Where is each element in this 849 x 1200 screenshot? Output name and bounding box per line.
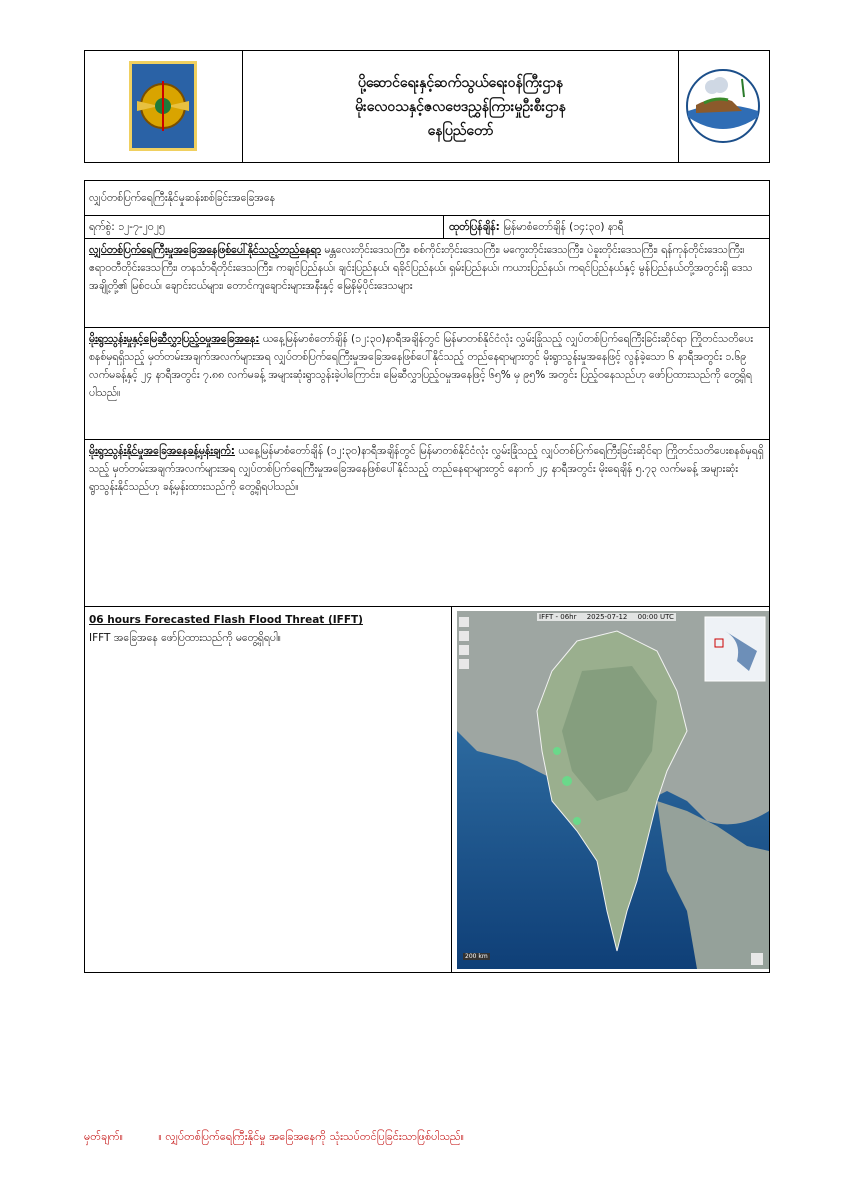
- rain-forecast-row: [85, 440, 769, 607]
- issue-time-value: မြန်မာစံတော်ချိန် (၁၄:၃၀) နာရီ: [503, 221, 624, 233]
- city-name: နေပြည်တော်: [427, 122, 494, 139]
- ifft-map[interactable]: [457, 611, 769, 969]
- hydromet-logo-icon: [684, 67, 762, 145]
- footer-note-text: ။ လျှပ်တစ်ပြက်ရေကြီးနိုင်မှု အခြေအနေကို သုံးသပ်တင်ပြခြင်းသာဖြစ်ပါသည်။: [158, 1130, 464, 1143]
- letterhead: [84, 50, 770, 163]
- ministry-emblem-icon: [129, 61, 197, 151]
- rainfall-soil-row: [85, 328, 769, 440]
- map-date: 2025-07-12: [586, 613, 628, 621]
- affected-areas-row: [85, 239, 769, 328]
- rain-forecast-heading: မိုးရွာသွန်းနိုင်မှုအခြေအနေခန့်မှန်းချက်:: [89, 445, 235, 457]
- map-scale: 200 km: [465, 953, 488, 960]
- map-caption: [537, 613, 676, 621]
- left-logo-cell: [85, 51, 243, 162]
- report-table: [84, 180, 770, 973]
- affected-areas-heading: လျှပ်တစ်ပြက်ရေကြီးမှုအခြေအနေဖြစ်ပေါ်နိုင်သည့်တည်နေရာ: [89, 244, 321, 256]
- date-label: ရက်စွဲ:: [89, 221, 115, 233]
- right-logo-cell: [678, 51, 769, 162]
- date-row: [85, 216, 769, 239]
- report-title-row: [85, 181, 769, 216]
- footer-note-label: မှတ်ချက်။: [84, 1130, 124, 1143]
- ifft-cell: [89, 611, 445, 647]
- myanmar-map-image: [457, 611, 769, 969]
- report-title: လျှပ်တစ်ပြက်ရေကြီးနိုင်မှုဆန်းစစ်ခြင်းအခြေအနေ: [89, 192, 275, 204]
- ministry-name: ပို့ဆောင်ရေးနှင့်ဆက်သွယ်ရေးဝန်ကြီးဌာန: [357, 74, 564, 91]
- rainfall-soil-heading: မိုးရွာသွန်းမှုနှင့်မြေဆီလွှာပြည့်ဝမှုအခြေအနေ:: [89, 333, 260, 345]
- rainfall-soil-text: ယနေ့မြန်မာစံတော်ချိန် (၁၂:၃၀)နာရီအချိန်တွင် မြန်မာတစ်နိုင်ငံလုံး လွှမ်းခြုံသည့် လျှပ်တစ်ပြက်ရေကြီးခြင်းဆိုင်ရာ ကြိုတင်သတိပေးစနစ်မှရရှိသည့် မှတ်တမ်းအချက်အလက်များအရ လျှပ်တစ်ပြက်ရေကြီးမှုအခြေအနေဖြစ်ပေါ်နိုင်သည့် တည်နေရာများတွင် မိုးရွာသွန်းမှုအနေဖြင့် လွန်ခဲ့သော ၆ နာရီအတွင်း ၁.၆၉ လက်မခန့်နှင့် ၂၄ နာရီအတွင်း ၇.၈၈ လက်မခန့် အများဆုံးရွာသွန်းခဲ့ပါကြောင်း၊ မြေဆီလွှာပြည့်ဝမှုအနေဖြင့် ၆၅% မှ ၉၅% အတွင်း ပြည့်ဝနေသည်ဟု ဖော်ပြထားသည်ကို တွေ့ရှိရပါသည်။: [89, 333, 753, 399]
- map-time: 00:00 UTC: [637, 613, 674, 621]
- issue-time-label: ထုတ်ပြန်ချိန်:: [449, 221, 500, 233]
- date-value: ၁၂-၇-၂၀၂၅: [118, 221, 165, 233]
- ifft-status: IFFT အခြေအနေ ဖော်ပြထားသည်ကို မတွေ့ရှိရပါ။: [89, 632, 281, 644]
- rain-forecast-text: ယနေ့မြန်မာစံတော်ချိန် (၁၂:၃၀)နာရီအချိန်တွင် မြန်မာတစ်နိုင်ငံလုံး လွှမ်းခြုံသည့် လျှပ်တစ်ပြက်ရေကြီးခြင်းဆိုင်ရာ ကြိုတင်သတိပေးစနစ်မှရရှိသည့် မှတ်တမ်းအချက်အလက်များအရ လျှပ်တစ်ပြက်ရေကြီးမှုအခြေအနေဖြစ်ပေါ်နိုင်သည့် တည်နေရာများတွင် နောက် ၂၄ နာရီအတွင်း မိုးရေချိန် ၅.၇၃ လက်မခန့် အများဆုံး ရွာသွန်းနိုင်သည်ဟု ခန့်မှန်းထားသည်ကို တွေ့ရှိရပါသည်။: [89, 445, 764, 493]
- map-product: IFFT - 06hr: [539, 613, 577, 621]
- affected-areas-text: မန္တလေးတိုင်းဒေသကြီး၊ စစ်ကိုင်းတိုင်းဒေသကြီး၊ မကွေးတိုင်းဒေသကြီး၊ ပဲခူးတိုင်းဒေသကြီး၊ ရန်ကုန်တိုင်းဒေသကြီး၊ ဧရာဝတီတိုင်းဒေသကြီး၊ တနင်္သာရီတိုင်းဒေသကြီး၊ ကချင်ပြည်နယ်၊ ချင်းပြည်နယ်၊ ရခိုင်ပြည်နယ်၊ ရှမ်းပြည်နယ်၊ ကယားပြည်နယ်၊ ကရင်ပြည်နယ်နှင့် မွန်ပြည်နယ်တို့အတွင်းရှိ ဒေသအချို့တို့၏ မြစ်ငယ်၊ ချောင်းငယ်များ၊ တောင်ကျချောင်းများအနီးနှင့် မြေနိမ့်ပိုင်းဒေသများ: [89, 244, 753, 292]
- ifft-heading: 06 hours Forecasted Flash Flood Threat (IFFT): [89, 614, 363, 626]
- department-name: မိုးလေဝသနှင့်ဇလဗေဒညွှန်ကြားမှုဦးစီးဌာန: [355, 98, 566, 115]
- footer-note: [84, 1130, 464, 1146]
- department-title: [242, 51, 679, 162]
